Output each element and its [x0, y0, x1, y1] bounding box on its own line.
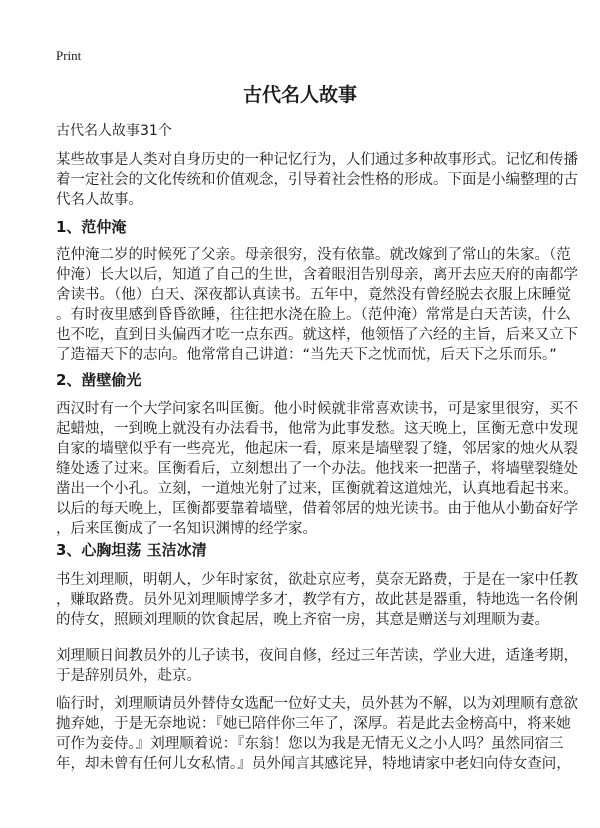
- text-line: 范仲淹二岁的时候死了父亲。母亲很穷，没有依靠。就改嫁到了常山的朱家。（范: [56, 247, 571, 263]
- section-paragraph: [56, 646, 578, 686]
- text-line: 自家的墙壁似乎有一些亮光，他起床一看，原来是墙壁裂了缝，邻居家的烛火从裂: [56, 441, 578, 457]
- section-paragraph: [56, 399, 578, 539]
- section-paragraph: [56, 570, 578, 630]
- text-line: 可作为妾侍。』刘理顺着说：『东翁！您以为我是无情无义之小人吗？虽然同宿三: [56, 736, 564, 752]
- section-paragraph: [56, 694, 578, 774]
- text-line: 西汉时有一个大学问家名叫匡衡。他小时候就非常喜欢读书，可是家里很穷，买不: [56, 401, 578, 417]
- text-line: 起蜡烛，一到晚上就没有办法看书，他常为此事发愁。这天晚上，匡衡无意中发现: [56, 421, 578, 437]
- text-line: ，赚取路费。员外见刘理顺博学多才，教学有方，故此甚是器重，特地选一名伶俐: [56, 592, 578, 608]
- subtitle: 古代名人故事31个: [56, 123, 172, 139]
- text-line: 了造福天下的志向。他常常自己讲道：“当先天下之忧而忧，后天下之乐而乐。”: [56, 347, 557, 363]
- text-line: 以后的每天晚上，匡衡都要靠着墙壁，借着邻居的烛光读书。由于他从小勤奋好学: [56, 501, 578, 517]
- text-line: 某些故事是人类对自身历史的一种记忆行为，人们通过多种故事形式。记忆和传播: [56, 152, 578, 168]
- section-heading: 3、心胸坦荡 玉洁冰清: [56, 541, 207, 559]
- text-line: 缝处透了过来。匡衡看后，立刻想出了一个办法。他找来一把凿子，将墙壁裂缝处: [56, 461, 578, 477]
- print-link[interactable]: Print: [56, 48, 82, 63]
- text-line: 刘理顺日间教员外的儿子读书，夜间自修，经过三年苦读，学业大进，适逢考期，: [56, 648, 578, 664]
- text-line: 抛弃她，于是无奈地说：『她已陪伴你三年了，深厚。若是此去金榜高中，将来她: [56, 716, 571, 732]
- text-line: 着一定社会的文化传统和价值观念，引导着社会性格的形成。下面是小编整理的古: [56, 172, 578, 188]
- text-line: 于是辞别员外，赴京。: [56, 668, 201, 684]
- section-heading: 2、凿壁偷光: [56, 371, 142, 389]
- intro-paragraph: [56, 150, 578, 210]
- page-title: 古代名人故事: [242, 84, 357, 106]
- text-line: 书生刘理顺，明朝人，少年时家贫，欲赴京应考，莫奈无路费，于是在一家中任教: [56, 572, 578, 588]
- section-paragraph: [56, 245, 578, 365]
- text-line: 代名人故事。: [56, 192, 143, 208]
- text-line: 的侍女，照顾刘理顺的饮食起居，晚上齐宿一房，其意是赠送与刘理顺为妻。: [56, 612, 549, 628]
- text-line: ，后来匡衡成了一名知识渊博的经学家。: [56, 521, 317, 537]
- text-line: 舍读书。（他）白天、深夜都认真读书。五年中，竟然没有曾经脱去衣服上床睡觉: [56, 287, 571, 303]
- text-line: 也不吃，直到日头偏西才吃一点东西。就这样，他领悟了六经的主旨，后来又立下: [56, 327, 578, 343]
- text-line: 年，却未曾有任何儿女私情。』员外闻言其感诧异，特地请家中老妇向侍女查问，: [56, 756, 571, 772]
- text-line: 。有时夜里感到昏昏欲睡，往往把水浇在脸上。（范仲淹）常常是白天苦读，什么: [56, 307, 571, 323]
- text-line: 凿出一个小孔。立刻，一道烛光射了过来，匡衡就着这道烛光，认真地看起书来。: [56, 481, 578, 497]
- text-line: 临行时，刘理顺请员外替侍女选配一位好丈夫，员外甚为不解，以为刘理顺有意欲: [56, 696, 578, 712]
- text-line: 仲淹）长大以后，知道了自己的生世，含着眼泪告别母亲，离开去应天府的南都学: [56, 267, 578, 283]
- section-heading: 1、范仲淹: [56, 218, 127, 236]
